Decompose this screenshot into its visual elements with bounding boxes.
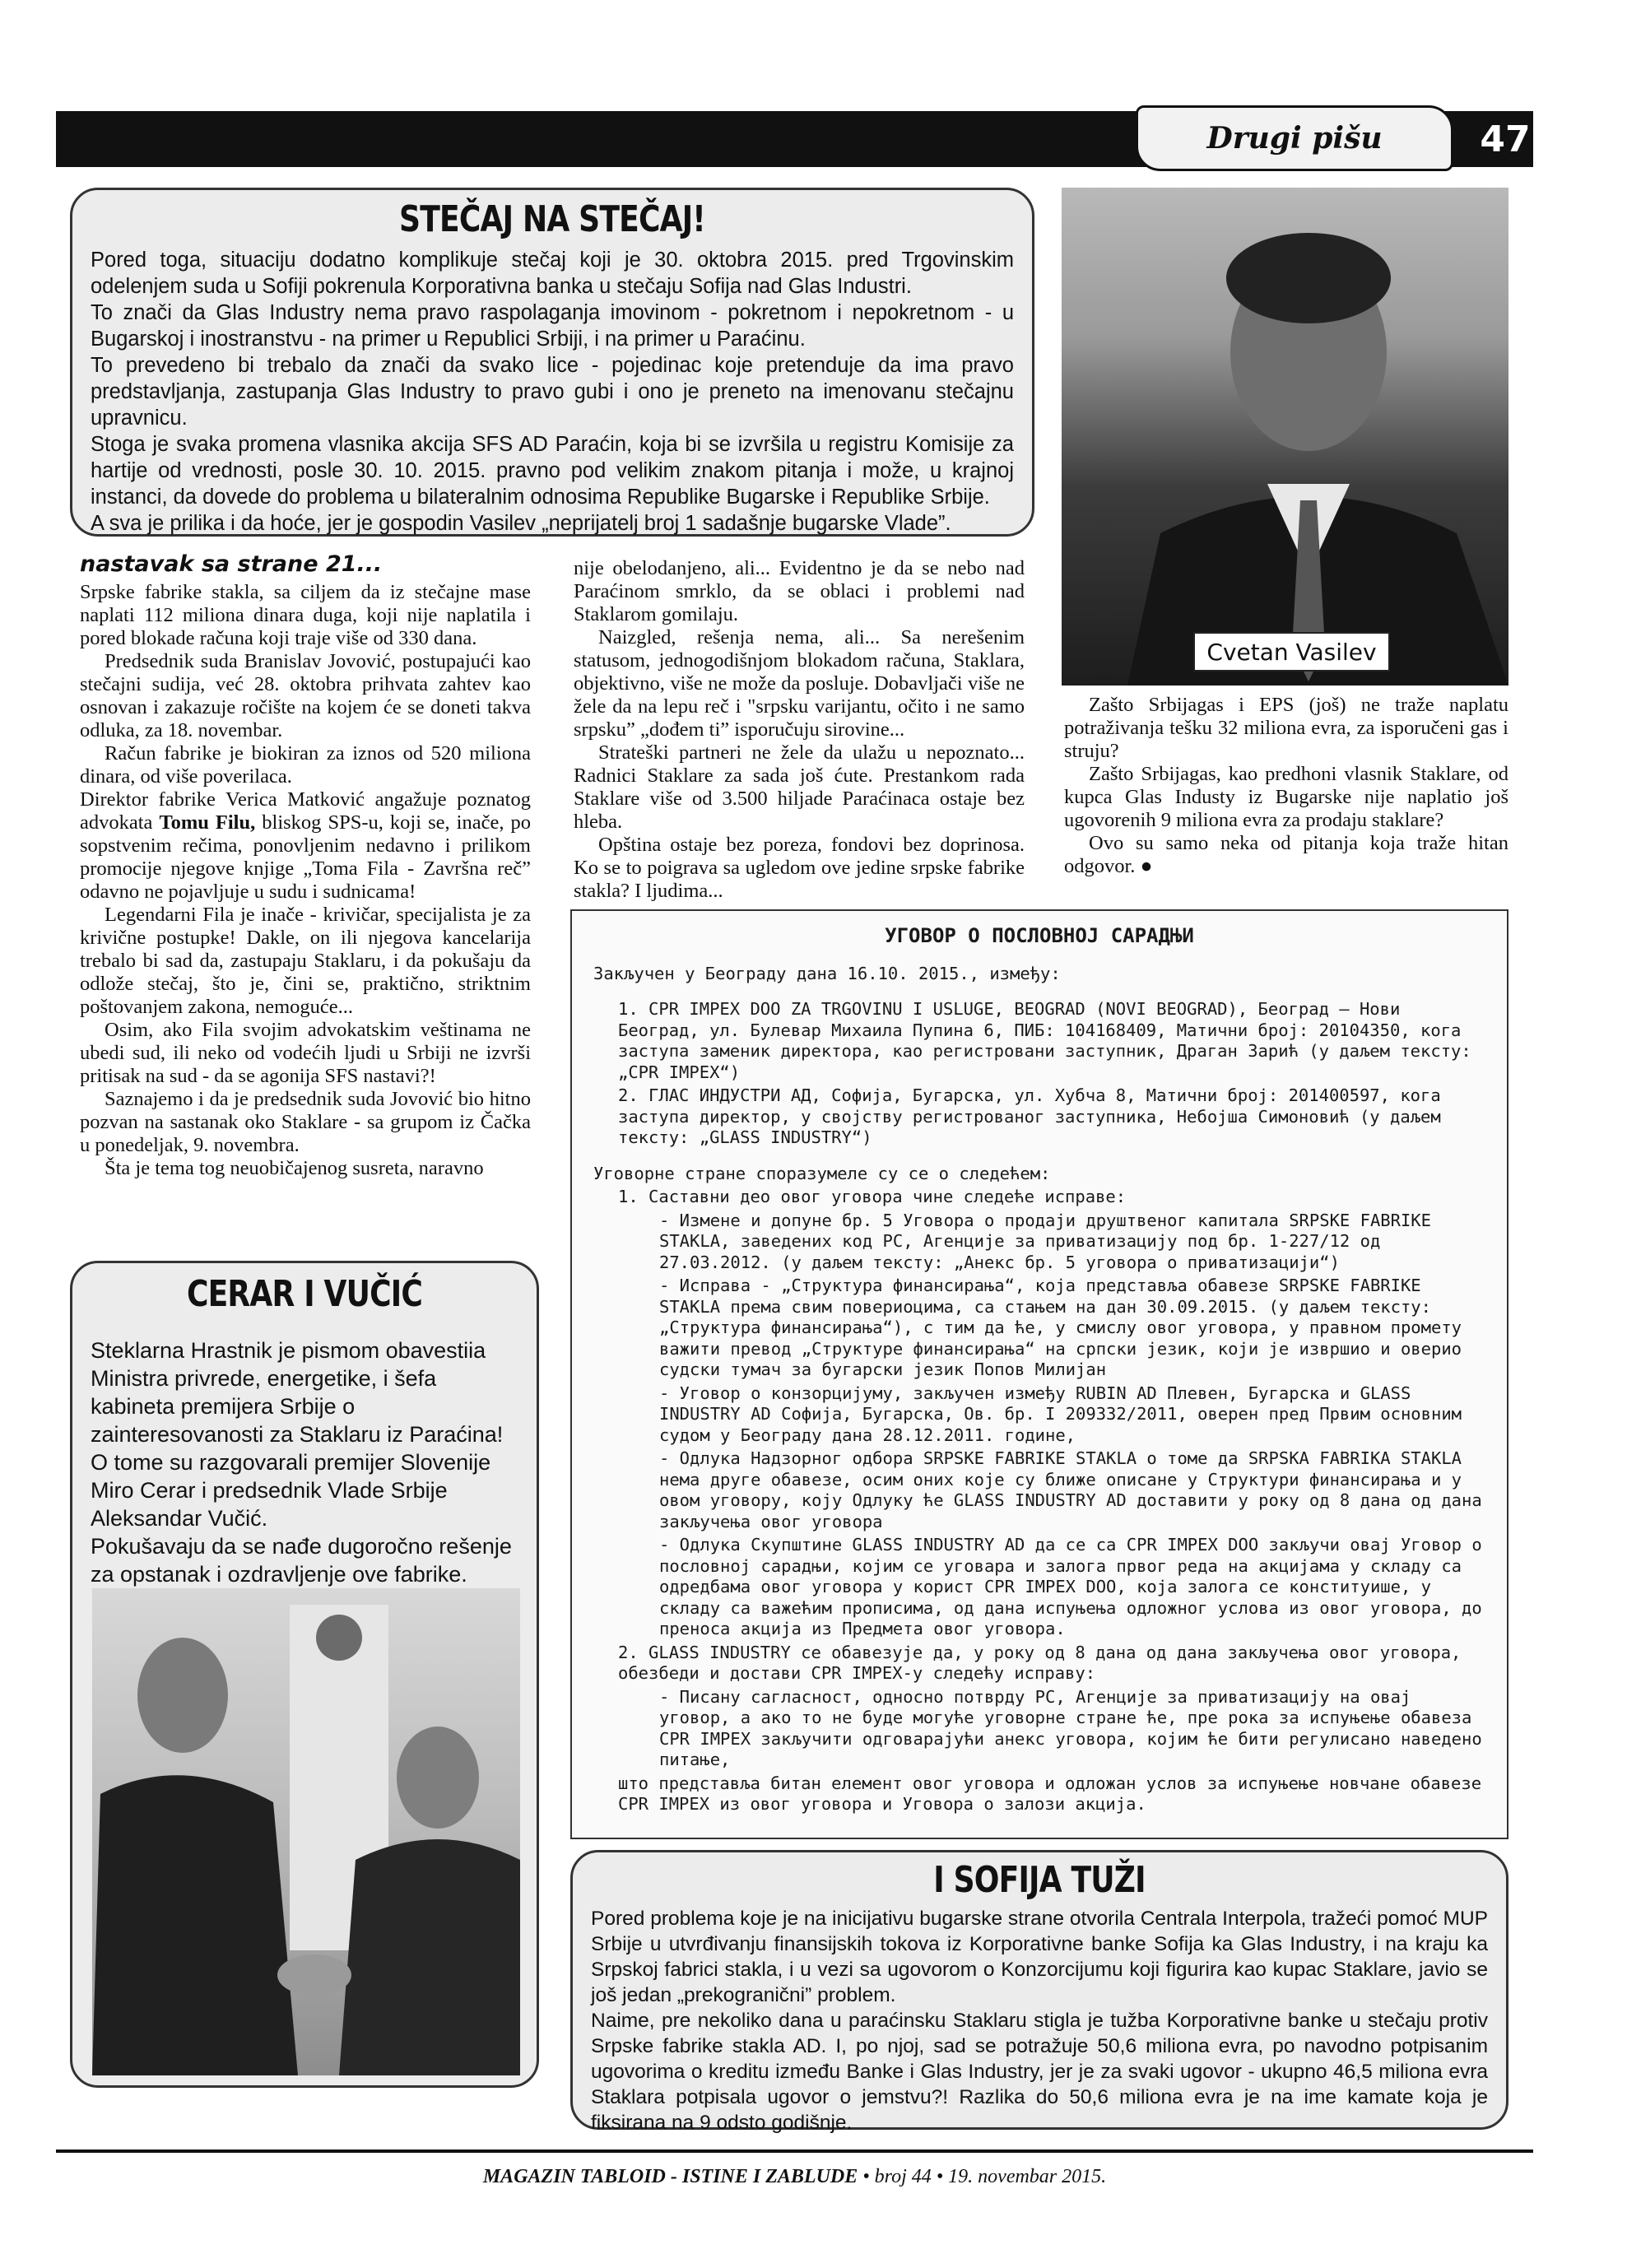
paragraph: Osim, ako Fila svojim advokatskim veštinama ne ubedi sud, ili neko od vodećih ljudi u Srbiji ne izvrši pritisak na sud - da se agonija SFS nastavi?!	[80, 1019, 531, 1087]
continuation-subhead: nastavak sa strane 21...	[80, 551, 383, 577]
contract-line: што представља битан елемент овог уговора и одложан услов за испуњење новчане обавезе CPR IMPEX из овог уговора и Уговора о залози акција.	[618, 1773, 1482, 1814]
issue-info: • broj 44 • 19. novembar 2015.	[858, 2166, 1107, 2187]
contract-line: - Одлука Скупштине GLASS INDUSTRY AD да се са CPR IMPEX DOO закључи овај Уговор о пословној сарадњи, којим се уговара и залога првог реда на акцијама у складу са одредбама овог уговора у корист CPR IMPEX DOO, која залога се конституише, у складу са важећим прописима, од дана испуњења одложног услова из овог уговора, до преноса акција из Предмета овог уговора.	[659, 1535, 1482, 1638]
handshake-illustration	[92, 1588, 520, 2075]
photo-caption: Cvetan Vasilev	[1193, 632, 1390, 672]
box-stecaj	[70, 188, 1034, 537]
contract-line: - Исправа - „Структура финансирања“, која представља обавезе SRPSKE FABRIKE STAKLA према свим повериоцима, са стањем на дан 30.09.2015. (у даљем тексту: „Структура финансирања“), с тим да ће, у смислу овог уговора, у правном промету важити превод „Структуре финансирања“ на српски језик, који је извршио и оверио судски тумач за бугарски језик Попов Милијан	[659, 1276, 1462, 1379]
paragraph: Ovo su samo neka od pitanja koja traže hitan odgovor. ●	[1064, 832, 1508, 877]
box-cerar-text	[91, 1336, 518, 1588]
paragraph: Saznajemo i da je predsednik suda Jovović bio hitno pozvan na sastanak oko Staklare - sa grupom iz Čačka u ponedeljak, 9. novembra.	[80, 1088, 531, 1156]
contract-line: 1. Саставни део овог уговора чине следеће исправе:	[618, 1187, 1127, 1206]
paragraph: O tome su razgovarali premijer Slovenije Miro Cerar i predsednik Vlade Srbije Aleksandar Vučić.	[91, 1450, 491, 1531]
article-column-2	[574, 557, 1025, 903]
contract-line: - Уговор о конзорцијуму, закључен између RUBIN AD Плевен, Бугарска и GLASS INDUSTRY AD Софија, Бугарска, Ов. бр. I 209332/2011, оверен пред Првим основним судом у Београду дана 28.12.2011. године,	[659, 1383, 1462, 1445]
box-sofija-title: I SOFIJA TUŽI	[933, 1859, 1146, 1901]
contract-line: 2. ГЛАС ИНДУСТРИ АД, Софија, Бугарска, ул. Хубча 8, Матични број: 201400597, кога заступа директор, у својству регистрованог заступника, Небојша Симоновић (у даљем тексту: „GLASS INDUSTRY“)	[618, 1085, 1441, 1147]
contract-line: - Измене и допуне бр. 5 Уговора о продаји друштвеног капитала SRPSKE FABRIKE STAKLA, заведених код PC, Агенције за приватизацију под бр. 1-227/12 од 27.03.2012. (у даљем тексту: „Анекс бр. 5 уговора о приватизацији“)	[659, 1210, 1431, 1272]
page-number: 47	[1480, 118, 1531, 160]
box-sofija	[570, 1850, 1508, 2134]
paragraph: Račun fabrike je biokiran za iznos od 520 miliona dinara, od više poverilaca.	[80, 742, 531, 788]
paragraph: Direktor fabrike Verica Matković angažuje poznatog advokata Tomu Filu, bliskog SPS-u, koji se, inače, po sopstvenim rečima, ponovljenim nedavno i prilikom promocije njegove knjige „Toma Fila - Završna reč” odavno ne pojavljuje u sudu i sudnicama!	[80, 788, 531, 903]
contract-line: 1. CPR IMPEX DOO ZA TRGOVINU I USLUGE, BEOGRAD (NOVI BEOGRAD), Београд – Нови Београд, ул. Булевар Михаила Пупина 6, ПИБ: 104168409, Матични број: 20104350, кога заступа заменик директора, као регистровани заступник, Драган Зарић (у даљем тексту: „CPR IMPEX“)	[618, 999, 1471, 1082]
paragraph: Pored problema koje je na inicijativu bugarske strane otvorila Centrala Interpola, tražeći pomoć MUP Srbije u utvrđivanju finansijskih tokova iz Korporativne banke Sofija ka Glas Industry, i na kraju ka Srpskoj fabrici stakla, i u vezi sa ugovorom o Konzorcijumu koji figurira kao kupac Staklare, javio se još jedan „prekogranični” problem.	[591, 1908, 1488, 2006]
paragraph: Naizgled, rešenja nema, ali... Sa nerešenim statusom, jednogodišnjom blokadom računa, Staklara, objektivno, više ne može da posluje. Dobavljači više ne žele da na lepu reč i "srpsku varijantu, očito i ne samo srpsku” „dođem ti” isporučuju sirovine...	[574, 626, 1025, 741]
contract-scan	[570, 909, 1508, 1839]
paragraph: Stoga je svaka promena vlasnika akcija SFS AD Paraćin, koja bi se izvršila u registru Komisije za hartije od vrednosti, posle 30. 10. 2015. pravno pod velikim znakom pitanja i može, u krajnoj instanci, da dovede do problema u bilateralnim odnosima Republike Bugarske i Republike Srbije.	[91, 433, 1014, 509]
paragraph: Steklarna Hrastnik je pismom obavestiia Ministra privrede, energetike, i šefa kabineta premijera Srbije o zainteresovanosti za Staklaru iz Paraćina!	[91, 1338, 504, 1447]
paragraph: Predsednik suda Branislav Jovović, postupajući kao stečajni sudija, već 28. oktobra prihvata zahtev kao osnovan i zakazuje ročište na kojem će se doneti takva odluka, za 18. novembar.	[80, 650, 531, 741]
paragraph: Naime, pre nekoliko dana u paraćinsku Staklaru stigla je tužba Korporativne banke u stečaju protiv Srpske fabrike stakla AD. I, po njoj, sad se potražuje 50,6 miliona evra, po navodno potpisanim ugovorima o kreditu između Banke i Glas Industry, jer je za svaki ugovor - ukupno 46,5 miliona evra Staklara potpisala ugovor o jemstvu?! Razlika do 50,6 miliona evra je na ime kamate koja je fiksirana na 9 odsto godišnje.	[591, 2010, 1488, 2134]
contract-line: 2. GLASS INDUSTRY се обавезује да, у року од 8 дана од дана закључења овог уговора, обезбеди и достави CPR IMPEX-у следећу исправу:	[618, 1642, 1462, 1683]
paragraph: Šta je tema tog neuobičajenog susreta, naravno	[105, 1157, 484, 1179]
box-stecaj-text	[91, 247, 1014, 537]
photo-handshake	[92, 1588, 520, 2075]
paragraph: Legendarni Fila je inače - krivičar, specijalista je za krivične postupke! Dakle, on ili njegova kancelarija trebalo bi sad da, zastupaju Staklaru, i da pokušaju da odlože stečaj, što je, čini se, praktično, striktnim poštovanjem zakona, nemoguće...	[80, 904, 531, 1018]
paragraph: To znači da Glas Industry nema pravo raspolaganja imovinom - pokretnom i nepokretnom - u Bugarskoj i inostranstvu - na primer u Republici Srbiji, i na primer u Paraćinu.	[91, 301, 1014, 351]
contract-title: УГОВОР О ПОСЛОВНОЈ САРАДЊИ	[885, 924, 1194, 947]
box-sofija-text	[591, 1906, 1488, 2136]
photo-vasilev	[1062, 188, 1508, 686]
contract-line: Закључен у Београду дана 16.10. 2015., између:	[593, 963, 1061, 983]
end-mark: ●	[1140, 855, 1153, 877]
paragraph: To prevedeno bi trebalo da znači da svako lice - pojedinac koje pretenduje da ima pravo predstavljanja, zastupanja Glas Industry to pravo gubi i ono je preneto na imenovanu stečajnu upravnicu.	[91, 354, 1014, 430]
article-column-3	[1064, 694, 1508, 878]
footer	[56, 2166, 1533, 2188]
contract-line: - Одлука Надзорног одбора SRPSKE FABRIKE STAKLA о томе да SRPSKA FABRIKA STAKLA нема друге обавезе, осим оних које су ближе описане у Структури финансирања и у овом уговору, коју Одлуку ће GLASS INDUSTRY AD доставити у року од 8 дана од дана закључења овог уговора	[659, 1448, 1482, 1531]
bold-name: Tomu Filu,	[159, 811, 256, 834]
paragraph: A sva je prilika i da hoće, jer je gospodin Vasilev „neprijatelj broj 1 sadašnje bugarske Vlade”.	[91, 512, 951, 535]
paragraph: Zašto Srbijagas i EPS (još) ne traže naplatu potraživanja tešku 32 miliona evra, za isporučeni gas i struju?	[1064, 694, 1508, 762]
paragraph: Srpske fabrike stakla, sa ciljem da iz stečajne mase naplati 112 miliona dinara duga, koji nije naplatila i pored blokade računa koji traje više od 330 dana.	[80, 581, 531, 649]
magazine-name: MAGAZIN TABLOID - ISTINE I ZABLUDE	[482, 2166, 858, 2187]
contract-line: - Писану сагласност, односно потврду PC, Агенције за приватизацију на овај уговор, а ако то не буде могуће уговорне стране ће, пре рока за испуњење обавеза CPR IMPEX закључити одговарајући анекс уговора, којим ће бити регулисано наведено питање,	[659, 1686, 1482, 1769]
paragraph: Pokušavaju da se nađe dugoročno rešenje za opstanak i ozdravljenje ove fabrike.	[91, 1534, 512, 1587]
paragraph: Pored toga, situaciju dodatno komplikuje stečaj koji je 30. oktobra 2015. pred Trgovinskim odelenjem suda u Sofiji pokrenula Korporativna banka u stečaju Sofija nad Glas Industri.	[91, 249, 1014, 298]
paragraph: Opština ostaje bez poreza, fondovi bez doprinosa. Ko se to poigrava sa ugledom ove jedine srpske fabrike stakla? I ljudima...	[574, 834, 1025, 902]
article-column-1	[80, 553, 531, 1180]
box-stecaj-title: STEČAJ NA STEČAJ!	[399, 198, 705, 240]
paragraph: Zašto Srbijagas, kao predhoni vlasnik Staklare, od kupca Glas Industy iz Bugarske nije naplatio još ugovorenih 9 miliona evra za prodaju staklare?	[1064, 763, 1508, 831]
footer-rule	[56, 2149, 1533, 2153]
box-cerar-title: CERAR I VUČIĆ	[186, 1273, 423, 1315]
contract-line: Уговорне стране споразумеле су се о следећем:	[593, 1163, 1051, 1183]
portrait-silhouette	[1062, 188, 1508, 686]
paragraph: Strateški partneri ne žele da ulažu u nepoznato... Radnici Staklare za sada još ćute. Prestankom rada Staklare više od 3.500 hiljade Paraćinaca ostaje bez hleba.	[574, 741, 1025, 833]
paragraph: nije obelodanjeno, ali... Evidentno je da se nebo nad Paraćinom smrklo, da se oblaci i problemi nad Staklarom gomilaju.	[574, 557, 1025, 625]
section-label: Drugi pišu	[1136, 105, 1453, 171]
